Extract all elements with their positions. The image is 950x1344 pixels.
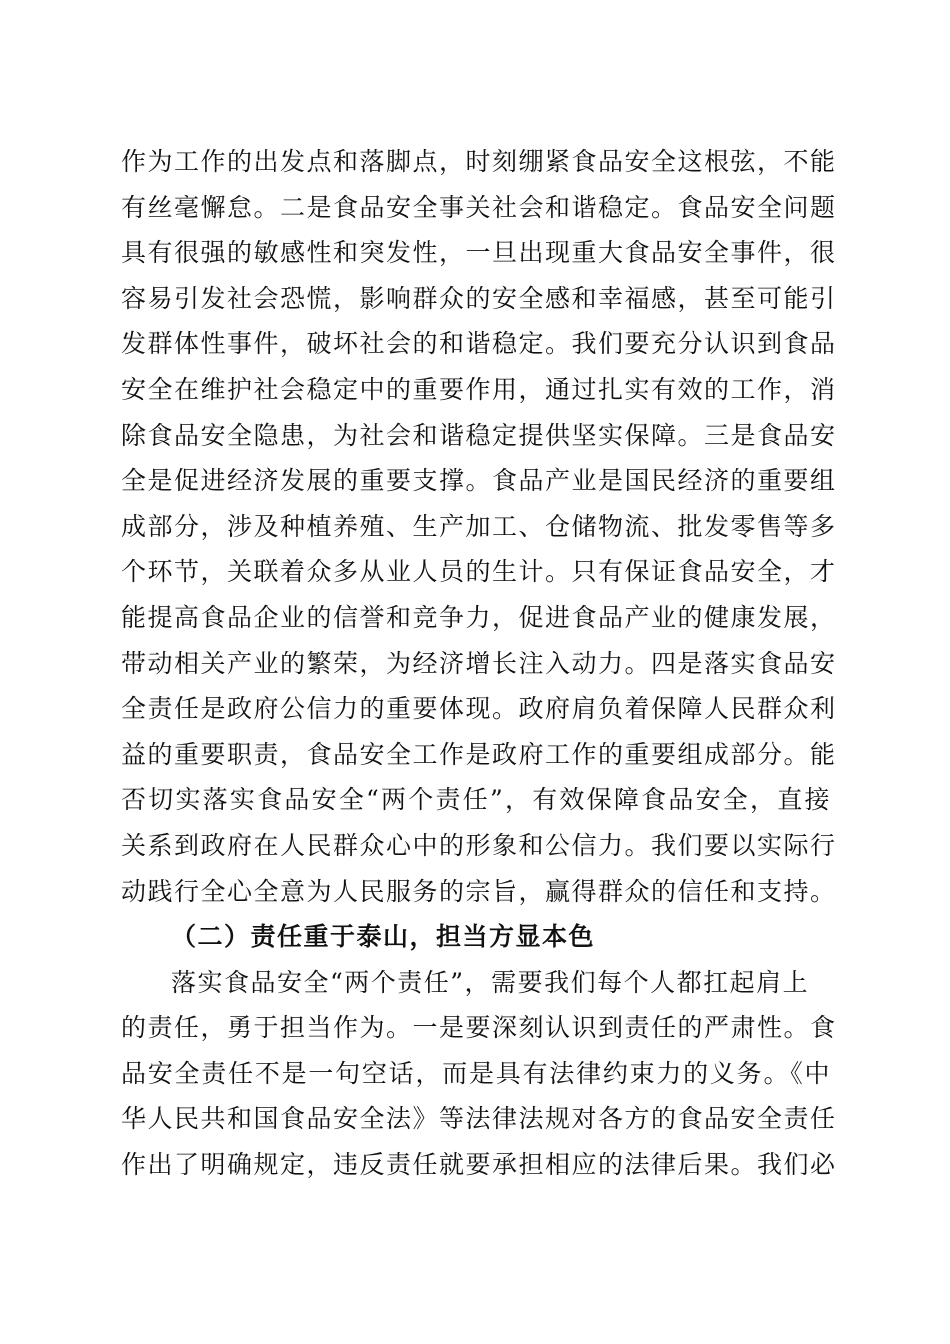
document-body xyxy=(121,139,837,1188)
text-line: 容易引发社会恐慌，影响群众的安全感和幸福感，甚至可能引 xyxy=(121,283,837,313)
text-line: 除食品安全隐患，为社会和谐稳定提供坚实保障。三是食品安 xyxy=(121,420,837,450)
text-line: 否切实落实食品安全“两个责任”，有效保障食品安全，直接 xyxy=(121,785,831,815)
text-line: 作出了明确规定，违反责任就要承担相应的法律后果。我们必 xyxy=(121,1150,837,1180)
text-line: 的责任，勇于担当作为。一是要深刻认识到责任的严肃性。食 xyxy=(121,1013,837,1043)
text-line: 华人民共和国食品安全法》等法律法规对各方的食品安全责任 xyxy=(121,1104,837,1134)
text-line: 品安全责任不是一句空话，而是具有法律约束力的义务。《中 xyxy=(121,1058,831,1088)
text-line: 个环节，关联着众多从业人员的生计。只有保证食品安全，才 xyxy=(121,557,837,587)
text-line: 关系到政府在人民群众心中的形象和公信力。我们要以实际行 xyxy=(121,830,837,860)
text-line: 成部分，涉及种植养殖、生产加工、仓储物流、批发零售等多 xyxy=(121,511,837,541)
text-line: 落实食品安全“两个责任”，需要我们每个人都扛起肩上 xyxy=(171,967,810,997)
text-line: 能提高食品企业的信誉和竞争力，促进食品产业的健康发展， xyxy=(121,602,837,632)
text-line: 动践行全心全意为人民服务的宗旨，赢得群众的信任和支持。 xyxy=(121,876,837,906)
text-line: 作为工作的出发点和落脚点，时刻绷紧食品安全这根弦，不能 xyxy=(121,147,837,176)
section-heading: （二）责任重于泰山，担当方显本色 xyxy=(171,922,596,952)
text-line: 有丝毫懈怠。二是食品安全事关社会和谐稳定。食品安全问题 xyxy=(121,192,837,222)
text-line: 具有很强的敏感性和突发性，一旦出现重大食品安全事件，很 xyxy=(121,238,837,268)
text-line: 全责任是政府公信力的重要体现。政府肩负着保障人民群众利 xyxy=(121,694,837,724)
text-line: 带动相关产业的繁荣，为经济增长注入动力。四是落实食品安 xyxy=(121,648,837,678)
text-line: 全是促进经济发展的重要支撑。食品产业是国民经济的重要组 xyxy=(121,466,837,496)
text-line: 益的重要职责，食品安全工作是政府工作的重要组成部分。能 xyxy=(121,739,837,769)
text-line: 发群体性事件，破坏社会的和谐稳定。我们要充分认识到食品 xyxy=(121,329,837,359)
text-line: 安全在维护社会稳定中的重要作用，通过扎实有效的工作，消 xyxy=(121,374,837,404)
